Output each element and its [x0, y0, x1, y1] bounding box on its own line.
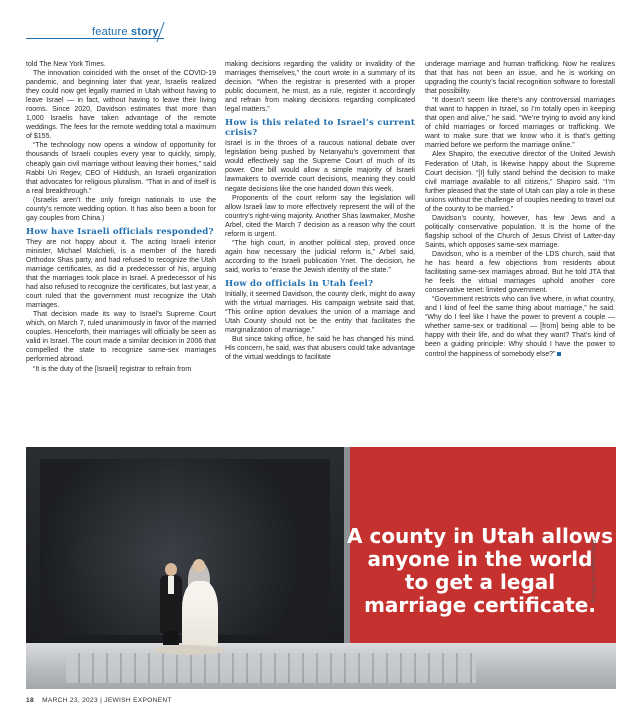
- photo-credit: Getty Images via JTA.org: [590, 540, 596, 603]
- article-paragraph: Davidson, who is a member of the LDS church, said that he has heard a few objections from residents about facilitating same-sex marriages abroad. But he told JTA that he feels the virtual marriages uphold another core conservative tenet: limited government.: [425, 250, 615, 295]
- section-title: [92, 26, 159, 38]
- article-paragraph: That decision made its way to Israel’s Supreme Court which, on March 7, ruled unanimously in favor of the married couples. Henceforth, their marriages will officially be seen as valid in Israel. The court made a similar decision in 2006 that compelled the state to recognize same-sex marriages performed abroad.: [26, 311, 216, 364]
- groom-legs: [163, 631, 179, 645]
- article-paragraph: The innovation coincided with the onset of the COVID-19 pandemic, and beginning later that year, Israelis realized they could now get legally married in Utah without having to leave Israel — in fact, without having to leave their living rooms. Since 2020, Davidson estimates that more than 1,000 Israelis have taken advantage of the remote weddings. The fees for the remote wedding total a maximum of $155.: [26, 70, 216, 141]
- section-title-word2: story: [130, 26, 159, 38]
- title-underline: [26, 38, 164, 39]
- article-paragraph: Israel is in the throes of a raucous national debate over legislation being pushed by Netanyahu’s government that would effectively sap the Supreme Court of much of its power. One bill would allow a simple majority of Israeli lawmakers to override court decisions, meaning they could negate decisions like the one handed down this week.: [225, 140, 415, 193]
- page-footer: [26, 697, 172, 704]
- article-paragraph: Proponents of the court reform say the legislation will allow Israeli law to more effectively represent the will of the country’s right-wing majority. Another Shas lawmaker, Moshe Arbel, cited the March 7 decision as a reason why the court reform is urgent.: [225, 194, 415, 238]
- article-paragraph: “The high court, in another political step, proved once again how necessary the judicial reform is,” Arbel said, according to the Israeli publication Ynet. The decision, he said, works to “erase the Jewish identity of the state.”: [225, 239, 415, 274]
- bride-figure: [180, 559, 220, 649]
- article-paragraph: They are not happy about it. The acting Israeli interior minister, Michael Malchieli, is a member of the haredi Orthodox Shas party, and had refused to recognize the Utah marriage certificates, as did a predecessor of his, arguing that the marriages took place in Israel. A predecessor of his had also refused to recognize the certificates, but last year, a court ruled that the government must recognize the Utah marriages.: [26, 238, 216, 310]
- article-column-3: [425, 60, 615, 443]
- headline-line: anyone in the world: [367, 547, 593, 571]
- article-paragraph: “It doesn’t seem like there’s any controversial marriages that want to happen in Israel, so I’m totally open in keeping that open and alive,” he said. “We’re trying to avoid any kind of child marriages or forced marriages or trafficking. We want to make sure that we know who it is that’s getting married before we perform the marriage online.”: [425, 97, 615, 150]
- article-paragraph: told The New York Times.: [26, 61, 106, 68]
- groom-shirt: [168, 576, 174, 594]
- section-heading: How is this related to Israel’s current crisis?: [225, 118, 415, 139]
- article-paragraph: making decisions regarding the validity or invalidity of the marriages themselves,” the court wrote in a summary of its decision. “When the registrar is presented with a proper public document, he must, as a rule, register it accordingly and refrain from making decisions regarding complicated legal matters.”: [225, 61, 415, 114]
- figurine-base: [154, 645, 224, 655]
- headline-line: A county in Utah allows: [347, 524, 613, 548]
- section-heading: How do officials in Utah feel?: [225, 278, 374, 289]
- headline-line: to get a legal: [404, 570, 556, 594]
- section-header: [0, 0, 639, 44]
- section-heading: How have Israeli officials responded?: [26, 226, 214, 237]
- page-number: 18: [26, 697, 34, 704]
- article-body: [26, 60, 616, 443]
- headline-line: marriage certificate.: [364, 593, 596, 617]
- article-paragraph: Initially, it seemed Davidson, the county clerk, might do away with the virtual marriages. His campaign website said that, “This online option devalues the union of a marriage and Utah County should not be the entity that facilitates the marginalization of marriage.”: [225, 290, 415, 335]
- article-paragraph: (Israelis aren’t the only foreign nationals to use the county’s remote wedding option. It has also been a boon for gay couples from China.): [26, 196, 216, 222]
- article-paragraph: underage marriage and human trafficking. Now he realizes that that has not been an issue, and he is working on upgrading the county’s facial recognition software to forestall that possibility.: [425, 61, 615, 96]
- article-column-1: [26, 60, 216, 443]
- article-end-mark: [557, 352, 561, 356]
- groom-head: [165, 563, 177, 576]
- article-paragraph: Davidson’s county, however, has few Jews and a politically conservative population. It is the home of the flagship school of the Church of Jesus Christ of Latter-day Saints, which opposes same-sex marriage.: [425, 214, 615, 249]
- article-paragraph: “It is the duty of the [Israeli] registrar to refrain from: [33, 365, 192, 373]
- laptop-keys: [66, 653, 476, 683]
- photo-headline: [344, 525, 616, 617]
- article-column-2: [225, 60, 415, 443]
- article-paragraph: Alex Shapiro, the executive director of the United Jewish Federation of Utah, is likewise happy about the Supreme Court decision. “[I] fully stand behind the decision to make civil marriage available to all citizens,” Shapiro said. “I’m further pleased that the state of Utah can play a role in these unions without the challenge of couples needing to travel out of the county to be married.”: [425, 151, 615, 213]
- bride-head: [193, 559, 205, 572]
- article-paragraph: But since taking office, he said he has changed his mind. His concern, he said, was that abusers could take advantage of the virtual weddings to facilitate: [225, 336, 415, 362]
- section-title-word1: feature: [92, 26, 128, 38]
- feature-photo: [26, 447, 616, 689]
- article-paragraph: “Government restricts who can live where, in what country, and I kind of feel the same thing about marriage,” he said. “Why do I feel like I have the power to prevent a couple — whether same-sex or traditional — [from] being able to be happy with their life, and do what they want? That’s kind of been a guiding principle: Why should I have the power to control the happiness of somebody else?”: [425, 296, 615, 358]
- wedding-cake-topper-figurine: [154, 545, 224, 657]
- groom-figure: [160, 563, 182, 645]
- article-paragraph: “The technology now opens a window of opportunity for thousands of Israeli couples every year to quickly, simply, cheaply gain civil marriage without leaving their homes,” said Rabbi Uri Regev, CEO of Hiddush, an Israeli organization that advocates for religious pluralism. “That in and of itself is a real breakthrough.”: [26, 142, 216, 195]
- footer-publication: MARCH 23, 2023 | JEWISH EXPONENT: [42, 697, 172, 704]
